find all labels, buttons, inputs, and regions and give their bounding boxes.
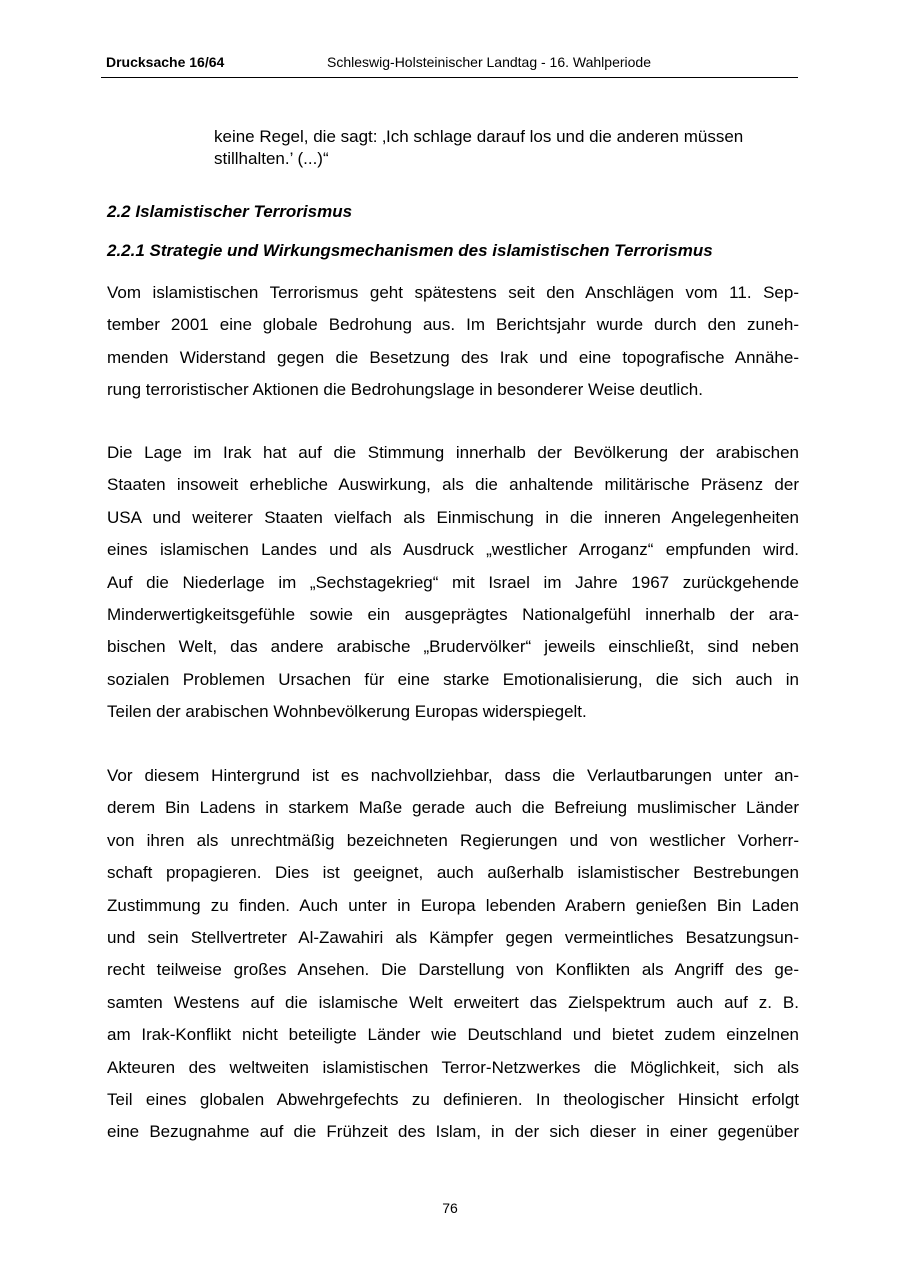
page-number: 76 [442, 1200, 458, 1216]
text-line: tember 2001 eine globale Bedrohung aus. Im Berichtsjahr wurde durch den zuneh- [107, 315, 799, 335]
text-line: samten Westens auf die islamische Welt erweitert das Zielspektrum auch auf z. B. [107, 992, 799, 1012]
section-heading: 2.2 Islamistischer Terrorismus [107, 202, 353, 221]
text-line: derem Bin Ladens in starkem Maße gerade auch die Befreiung muslimischer Länder [107, 798, 799, 818]
page-header [101, 52, 798, 78]
text-line: Vom islamistischen Terrorismus geht spätestens seit den Anschlägen vom 11. Sep- [107, 283, 799, 302]
text-line: Auf die Niederlage im „Sechstagekrieg“ mit Israel im Jahre 1967 zurückgehende [107, 572, 799, 592]
text-line: eines islamischen Landes und als Ausdruck „westlicher Arroganz“ empfunden wird. [107, 540, 799, 560]
text-line: Minderwertigkeitsgefühle sowie ein ausgeprägtes Nationalgefühl innerhalb der ara- [107, 605, 799, 625]
subsection-heading: 2.2.1 Strategie und Wirkungsmechanismen des islamistischen Terrorismus [107, 241, 713, 260]
text-line: eine Bezugnahme auf die Frühzeit des Islam, in der sich dieser in einer gegenüber [107, 1122, 799, 1142]
text-line: schaft propagieren. Dies ist geeignet, auch außerhalb islamistischer Bestrebungen [107, 863, 799, 883]
text-line: von ihren als unrechtmäßig bezeichneten Regierungen und von westlicher Vorherr- [107, 830, 799, 850]
text-line: Akteuren des weltweiten islamistischen Terror-Netzwerkes die Möglichkeit, sich als [107, 1057, 799, 1077]
text-line: Teilen der arabischen Wohnbevölkerung Europas widerspiegelt. [107, 702, 587, 722]
header-title: Schleswig-Holsteinischer Landtag - 16. Wahlperiode [327, 54, 651, 70]
paragraph [107, 277, 799, 407]
text-line: Vor diesem Hintergrund ist es nachvollziehbar, dass die Verlautbarungen unter an- [107, 766, 799, 785]
text-line: sozialen Problemen Ursachen für eine starke Emotionalisierung, die sich auch in [107, 669, 799, 689]
document-number: Drucksache 16/64 [106, 54, 225, 70]
text-line: Die Lage im Irak hat auf die Stimmung innerhalb der Bevölkerung der arabischen [107, 443, 799, 462]
text-line: Teil eines globalen Abwehrgefechts zu definieren. In theologischer Hinsicht erfolgt [107, 1090, 799, 1110]
text-line: am Irak-Konflikt nicht beteiligte Länder wie Deutschland und bietet zudem einzelnen [107, 1025, 799, 1045]
paragraph [107, 437, 799, 729]
quote-line: stillhalten.’ (...)“ [214, 149, 329, 168]
text-line: Staaten insoweit erhebliche Auswirkung, als die anhaltende militärische Präsenz der [107, 475, 799, 495]
quote-line: keine Regel, die sagt: ‚Ich schlage darauf los und die anderen müssen [214, 127, 744, 146]
text-line: recht teilweise großes Ansehen. Die Darstellung von Konflikten als Angriff des ge- [107, 960, 799, 980]
text-line: Zustimmung zu finden. Auch unter in Europa lebenden Arabern genießen Bin Laden [107, 895, 799, 915]
text-line: menden Widerstand gegen die Besetzung des Irak und eine topografische Annähe- [107, 347, 799, 367]
text-line: bischen Welt, das andere arabische „Brudervölker“ jeweils einschließt, sind neben [107, 637, 799, 657]
text-line: USA und weiterer Staaten vielfach als Einmischung in die inneren Angelegenheiten [107, 507, 799, 527]
quote-block [214, 126, 799, 170]
text-line: rung terroristischer Aktionen die Bedrohungslage in besonderer Weise deutlich. [107, 380, 703, 400]
paragraph [107, 760, 799, 1149]
text-line: und sein Stellvertreter Al-Zawahiri als Kämpfer gegen vermeintliches Besatzungsun- [107, 928, 799, 948]
